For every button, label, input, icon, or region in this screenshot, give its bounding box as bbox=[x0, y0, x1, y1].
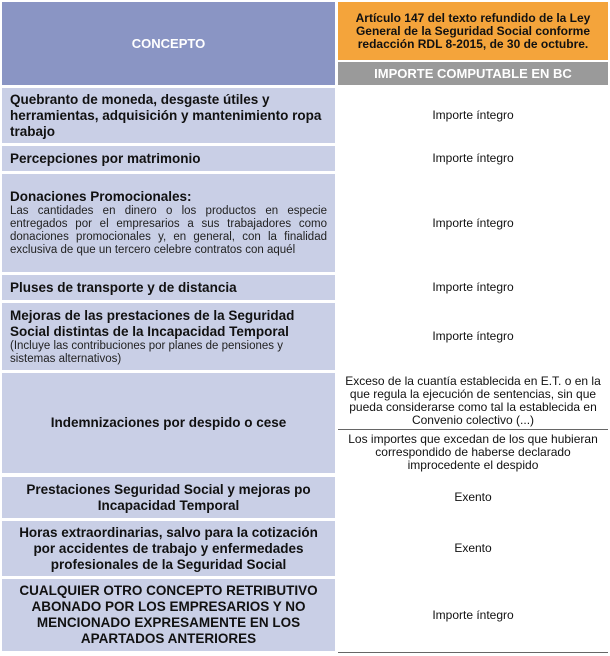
concept-cell bbox=[2, 88, 335, 143]
value-text: Importe íntegro bbox=[432, 329, 514, 343]
concept-label: Prestaciones Seguridad Social y mejoras po Incapacidad Temporal bbox=[26, 481, 311, 513]
concept-label: Quebranto de moneda, desgaste útiles y herramientas, adquisición y mantenimiento ropa trabajo bbox=[10, 91, 322, 139]
concepto-header-label: CONCEPTO bbox=[131, 36, 206, 51]
value-text: Importe íntegro bbox=[432, 151, 514, 165]
value-text: Exento bbox=[454, 541, 492, 555]
value-text: Exento bbox=[454, 490, 492, 504]
concept-label: CUALQUIER OTRO CONCEPTO RETRIBUTIVO ABONADO POR LOS EMPRESARIOS Y NO MENCIONADO EXPRESAMENTE EN LOS APARTADOS ANTERIORES bbox=[19, 583, 318, 646]
bottom-rule bbox=[338, 652, 608, 653]
concept-note: (Incluye las contribuciones por planes de pensiones y sistemas alternativos) bbox=[10, 339, 283, 365]
concept-cell bbox=[2, 373, 335, 473]
value-text: Importe íntegro bbox=[432, 607, 514, 622]
concept-label: Donaciones Promocionales: bbox=[10, 189, 192, 204]
concept-cell bbox=[2, 521, 335, 576]
value-text: Exceso de la cuantía establecida en E.T. o en la que regula la ejecución de sentencias, sin que pueda considerarse como tal la establecida en Convenio colectivo (...) bbox=[345, 373, 601, 427]
value-text: Importe íntegro bbox=[432, 280, 514, 294]
concept-label: Indemnizaciones por despido o cese bbox=[50, 415, 287, 430]
value-text: Importe íntegro bbox=[432, 108, 514, 122]
concept-label: Mejoras de las prestaciones de la Seguridad Social distintas de la Incapacidad Temporal bbox=[10, 307, 295, 339]
concept-label: Pluses de transporte y de distancia bbox=[10, 279, 237, 295]
concept-cell bbox=[2, 174, 335, 272]
concepto-header bbox=[2, 2, 335, 85]
concept-cell bbox=[2, 477, 335, 518]
value-cell bbox=[338, 521, 608, 576]
value-cell bbox=[338, 431, 608, 473]
divider bbox=[338, 429, 608, 430]
value-cell bbox=[338, 373, 608, 428]
legal-reference-header bbox=[338, 2, 608, 60]
legal-reference-text: Artículo 147 del texto refundido de la Ley General de la Seguridad Social conforme redacción RDL 8-2015, de 30 de octubre. bbox=[355, 10, 591, 51]
concept-label: Horas extraordinarias, salvo para la cotización por accidentes de trabajo y enfermedades profesionales de la Seguridad Social bbox=[19, 524, 318, 572]
concept-cell bbox=[2, 275, 335, 300]
value-cell bbox=[338, 477, 608, 518]
importe-header bbox=[338, 62, 608, 85]
value-cell bbox=[338, 303, 608, 370]
concept-cell bbox=[2, 146, 335, 171]
concept-cell bbox=[2, 303, 335, 370]
value-cell bbox=[338, 88, 608, 143]
importe-header-label: IMPORTE COMPUTABLE EN BC bbox=[374, 66, 572, 81]
concept-note: Las cantidades en dinero o los productos en especie entregados por el empresarios a sus trabajadores como donaciones promocionales y, en general, con la finalidad exclusiva de que un tercero celebre contratos con aquél bbox=[10, 205, 327, 256]
value-cell bbox=[338, 146, 608, 171]
value-cell bbox=[338, 174, 608, 272]
value-cell bbox=[338, 275, 608, 300]
concept-label: Percepciones por matrimonio bbox=[10, 150, 201, 166]
concept-cell bbox=[2, 579, 335, 651]
value-text: Importe íntegro bbox=[432, 215, 514, 230]
value-text: Los importes que excedan de los que hubieran correspondido de haberse declarado improcedente el despido bbox=[348, 431, 598, 472]
value-cell bbox=[338, 579, 608, 651]
